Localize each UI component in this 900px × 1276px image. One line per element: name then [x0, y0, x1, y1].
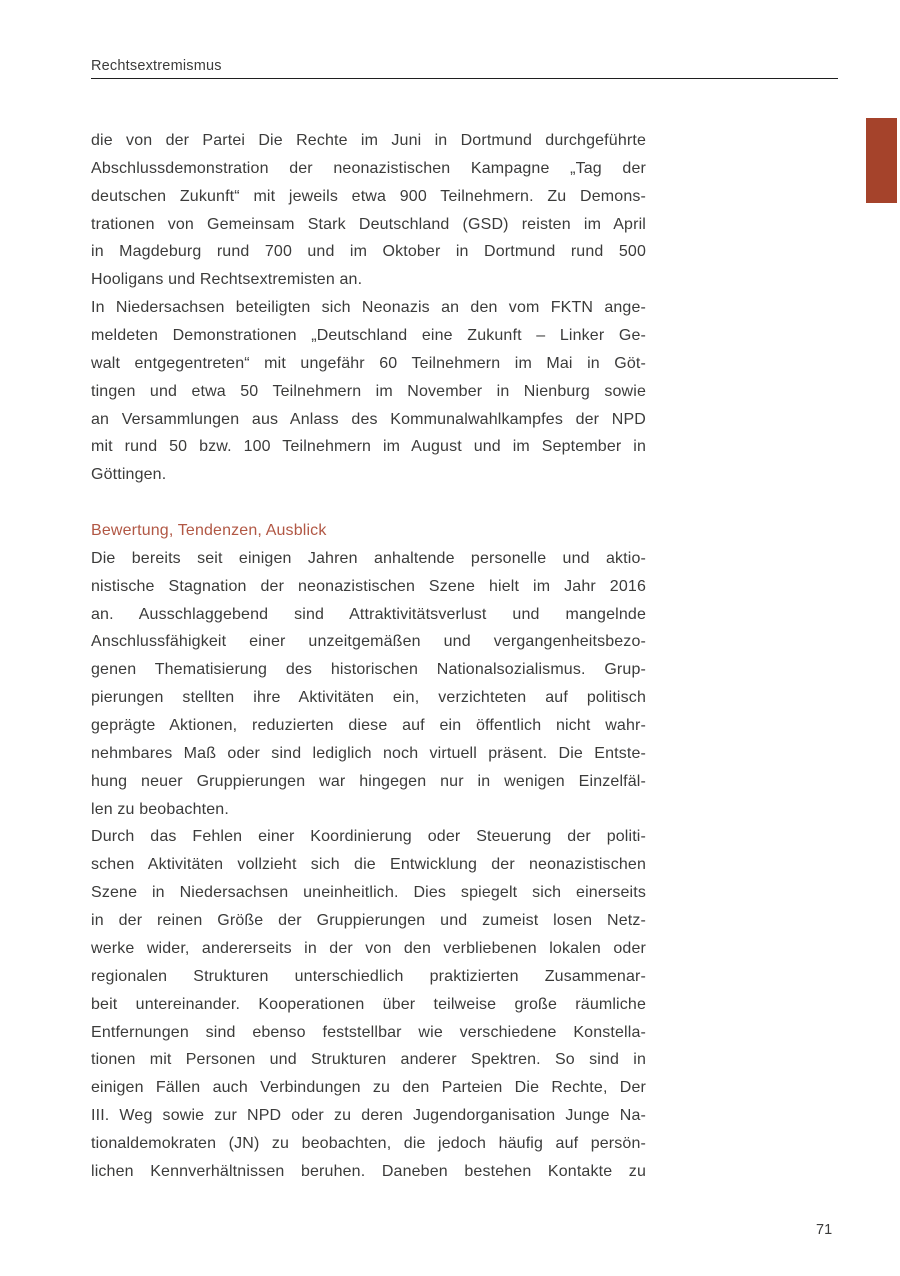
header-rule — [91, 78, 838, 79]
text-line: an Versammlungen aus Anlass des Kommunalwahlkampfes der NPD — [91, 410, 646, 428]
text-line: pierungen stellten ihre Aktivitäten ein, verzichteten auf politisch — [91, 689, 646, 707]
text-line: deutschen Zukunft“ mit jeweils etwa 900 Teilnehmern. Zu Demons- — [91, 187, 646, 205]
text-line: Szene in Niedersachsen uneinheitlich. Dies spiegelt sich einerseits — [91, 884, 646, 902]
text-line: meldeten Demonstrationen „Deutschland eine Zukunft – Linker Ge- — [91, 327, 646, 345]
text-line: III. Weg sowie zur NPD oder zu deren Jugendorganisation Junge Na- — [91, 1107, 646, 1125]
body-text-column — [91, 127, 646, 1186]
page-number: 71 — [816, 1222, 833, 1238]
paragraph-3 — [91, 545, 646, 824]
text-line: werke wider, andererseits in der von den verbliebenen lokalen oder — [91, 939, 646, 957]
text-line: Hooligans und Rechtsextremisten an. — [91, 271, 363, 289]
text-line: einigen Fällen auch Verbindungen zu den Parteien Die Rechte, Der — [91, 1079, 646, 1097]
text-line: Die bereits seit einigen Jahren anhaltende personelle und aktio- — [91, 549, 646, 567]
text-line: lichen Kennverhältnissen beruhen. Daneben bestehen Kontakte zu — [91, 1162, 646, 1180]
paragraph-2 — [91, 294, 646, 489]
text-line: tionen mit Personen und Strukturen anderer Spektren. So sind in — [91, 1051, 646, 1069]
text-line: die von der Partei Die Rechte im Juni in Dortmund durchgeführte — [91, 132, 646, 149]
text-line: trationen von Gemeinsam Stark Deutschland (GSD) reisten im April — [91, 215, 646, 233]
paragraph-1 — [91, 127, 646, 294]
text-line: Entfernungen sind ebenso feststellbar wie verschiedene Konstella- — [91, 1023, 646, 1041]
text-line: mit rund 50 bzw. 100 Teilnehmern im August und im September in — [91, 438, 646, 456]
text-line: Anschlussfähigkeit einer unzeitgemäßen und vergangenheitsbezo- — [91, 633, 646, 651]
paragraph-4 — [91, 823, 646, 1185]
text-line: geprägte Aktionen, reduzierten diese auf ein öffentlich nicht wahr- — [91, 717, 646, 735]
text-line: an. Ausschlaggebend sind Attraktivitätsverlust und mangelnde — [91, 605, 646, 623]
text-line: Abschlussdemonstration der neonazistischen Kampagne „Tag der — [91, 159, 646, 177]
text-line: walt entgegentreten“ mit ungefähr 60 Teilnehmern im Mai in Göt- — [91, 354, 646, 372]
text-line: hung neuer Gruppierungen war hingegen nur in wenigen Einzelfäl- — [91, 772, 646, 790]
text-line: len zu beobachten. — [91, 800, 229, 818]
text-line: nehmbares Maß oder sind lediglich noch virtuell präsent. Die Entste- — [91, 744, 646, 762]
text-line: schen Aktivitäten vollzieht sich die Entwicklung der neonazistischen — [91, 856, 646, 874]
text-line: in der reinen Größe der Gruppierungen und zumeist losen Netz- — [91, 912, 646, 930]
text-line: tionaldemokraten (JN) zu beobachten, die jedoch häufig auf persön- — [91, 1134, 646, 1152]
text-line: Durch das Fehlen einer Koordinierung oder Steuerung der politi- — [91, 828, 646, 846]
text-line: beit untereinander. Kooperationen über teilweise große räumliche — [91, 995, 646, 1013]
text-line: in Magdeburg rund 700 und im Oktober in Dortmund rund 500 — [91, 243, 646, 261]
section-heading: Bewertung, Tendenzen, Ausblick — [91, 522, 327, 540]
text-line: tingen und etwa 50 Teilnehmern im November in Nienburg sowie — [91, 382, 646, 400]
running-header: Rechtsextremismus — [91, 58, 222, 74]
text-line: genen Thematisierung des historischen Nationalsozialismus. Grup- — [91, 661, 646, 679]
text-line: nistische Stagnation der neonazistischen Szene hielt im Jahr 2016 — [91, 577, 646, 595]
text-line: Göttingen. — [91, 466, 167, 484]
text-line: regionalen Strukturen unterschiedlich praktizierten Zusammenar- — [91, 967, 646, 985]
text-line: In Niedersachsen beteiligten sich Neonazis an den vom FKTN ange- — [91, 299, 646, 317]
chapter-tab-marker — [866, 118, 897, 203]
